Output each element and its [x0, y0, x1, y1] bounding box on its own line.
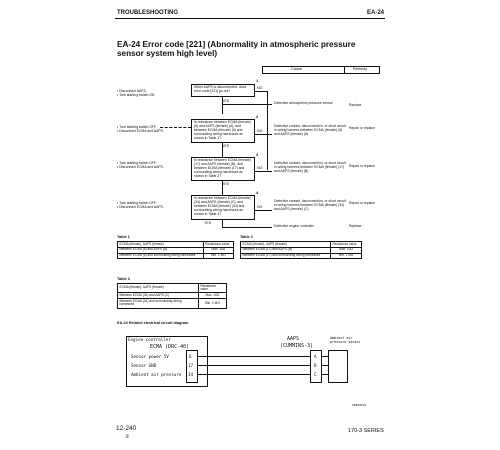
table-cell: Between ECMA (6) and surrounding wiring harnesses: [118, 253, 204, 259]
pin-number: 17: [188, 363, 194, 368]
table-header: Resistance value: [203, 242, 233, 248]
series-label: 170-3 SERIES: [348, 428, 384, 434]
connector: [222, 104, 272, 105]
connector: [222, 97, 223, 114]
table-caption: Table 3: [117, 277, 130, 281]
step-precondition: • Turn starting switch OFF. • Disconnect ECMA and AAPS.: [117, 125, 164, 133]
wire: [322, 356, 328, 357]
connector: [160, 127, 191, 129]
no-label: NO: [257, 129, 263, 133]
ecma-label: ECMA (DRC-40): [150, 344, 190, 350]
table-cell: Between ECMA (34) and surrounding wiring harnesses: [118, 299, 199, 308]
resistance-table-1: [117, 241, 234, 259]
aaps-connector-label: (CUMMINS-3): [280, 343, 314, 349]
connector: [255, 91, 267, 92]
yes-label: YES: [222, 99, 230, 103]
controller-label: Engine controller: [128, 337, 171, 342]
connector: [222, 143, 223, 157]
cause-text: Defective contact, disconnection, or short circuit in wiring harness between ECMA (female) (17) and AAPS (female) (B): [274, 161, 346, 173]
wire: [322, 374, 328, 375]
wire: [198, 356, 310, 357]
connector: [222, 220, 223, 227]
pin-number: 6: [189, 354, 192, 359]
table-cell: Min. 1 MΩ: [203, 253, 233, 259]
question-text: When AAPS is disconnected, does error code [221] go out?: [194, 85, 247, 93]
sensor-label: Ambient air pressure sensor: [330, 336, 361, 344]
connector: [222, 227, 272, 228]
connector: [267, 91, 268, 170]
table-header: ECMA (female), AAPS (female): [241, 242, 331, 248]
pin-label: Ambient air pressure: [131, 372, 182, 377]
table-header: ECMA (female), AAPS (female): [118, 242, 204, 248]
step-number: 2: [256, 114, 259, 119]
connector: [255, 134, 272, 135]
no-label: NO: [257, 86, 263, 90]
wire: [322, 365, 328, 366]
diagram-caption: EA-24 Related electrical circuit diagram: [117, 321, 189, 325]
table-header: ECMA (female), AAPS (female): [118, 284, 199, 293]
step-precondition: • Disconnect AAPS. • Turn starting switch ON.: [117, 89, 156, 97]
table-header: Resistance value: [198, 284, 226, 293]
section-code: EA-24: [367, 10, 385, 16]
aaps-label: AAPS: [287, 336, 300, 342]
pin-number: 34: [188, 372, 194, 377]
question-text: Is resistance between ECMA (female) (6) and AAPS (female) (A), and between ECMA (female) (6) and surrounding wiring harnesses as shown in Table 1?: [194, 120, 251, 140]
page-title: EA-24 Error code [221] (Abnormality in atmospheric pressure sensor system high level): [117, 40, 356, 58]
connector: [255, 210, 272, 211]
table-caption: Table 2: [240, 235, 253, 239]
figure-id: SKE00021: [352, 403, 367, 407]
pin-label: Sensor GND: [131, 363, 157, 368]
cause-header: Cause: [291, 67, 302, 71]
connector: [222, 181, 223, 195]
no-label: NO: [257, 205, 263, 209]
remedy-text: Repair or replace: [349, 201, 376, 205]
page-number: 12-240: [116, 425, 137, 432]
cause-text: Defective contact, disconnection, or short circuit in wiring harness between ECMA (female) (6) and AAPS (female) (A): [274, 124, 346, 136]
remedy-text: Repair or replace: [349, 164, 376, 168]
pin-label: Sensor power 5V: [131, 354, 169, 359]
cause-text: Defective engine controller: [274, 224, 315, 228]
resistance-table-3: [117, 283, 227, 309]
cause-text: Defective atmospheric pressure sensor: [274, 101, 333, 105]
yes-label: YES: [222, 144, 230, 148]
table-cell: Max. 10Ω: [203, 247, 233, 253]
wire: [198, 374, 310, 375]
pin-letter: A: [314, 354, 317, 359]
step-number: 4: [256, 190, 259, 195]
sensor-box: [328, 350, 348, 383]
table-cell: Between ECMA (17) and surrounding wiring harnesses: [241, 253, 331, 259]
question-text: Is resistance between ECMA (female) (17) and AAPS (female) (B), and between ECMA (female) (17) and surrounding wiring harnesses as shown in Table 2?: [194, 158, 251, 178]
table-cell: Between ECMA (17) and AAPS (B): [241, 247, 331, 253]
yes-label: YES: [204, 221, 212, 225]
step-precondition: • Turn starting switch OFF. • Disconnect ECMA and AAPS.: [117, 161, 164, 169]
remedy-text: Replace: [349, 103, 362, 107]
table-cell: Max. 10Ω: [198, 293, 226, 299]
section-header: TROUBLESHOOTING: [117, 10, 178, 16]
step-number: 1: [256, 78, 259, 83]
header-divider: [344, 66, 345, 74]
step-question: [191, 84, 255, 97]
step-question: [191, 119, 255, 143]
pin-letter: C: [314, 372, 317, 377]
table-header: Resistance value: [330, 242, 361, 248]
table-cell: Min. 1 MΩ: [330, 253, 361, 259]
no-label: NO: [257, 166, 263, 170]
table-cell: Between ECMA (6) and AAPS (A): [118, 247, 204, 253]
wire: [198, 365, 310, 366]
connector: [255, 171, 272, 172]
resistance-table-2: [240, 241, 362, 259]
remedy-text: Repair or replace: [349, 126, 376, 130]
header-rule: [115, 18, 385, 19]
table-cell: Max. 10Ω: [330, 247, 361, 253]
table-caption: Table 1: [117, 235, 130, 239]
step-number: 3: [256, 152, 259, 157]
remedy-text: Replace: [349, 224, 362, 228]
step-precondition: • Turn starting switch OFF. • Disconnect ECMA and AAPS.: [117, 201, 164, 209]
table-cell: Min. 1 MΩ: [198, 299, 226, 308]
question-text: Is resistance between ECMA (female) (34) and AAPS (female) (C), and between ECMA (female) (34) and surrounding wiring harnesses as shown in Table 3?: [194, 196, 251, 216]
yes-label: YES: [222, 182, 230, 186]
page-revision: ①: [125, 434, 130, 440]
table-cell: Between ECMA (34) and AAPS (C): [118, 293, 199, 299]
pin-letter: B: [314, 363, 317, 368]
cause-text: Defective contact, disconnection, or short circuit in wiring harness between ECMA (female) (34) and AAPS (female) (C): [274, 199, 346, 211]
step-question: [191, 195, 255, 220]
remedy-header: Remedy: [353, 67, 368, 71]
step-question: [191, 157, 255, 181]
